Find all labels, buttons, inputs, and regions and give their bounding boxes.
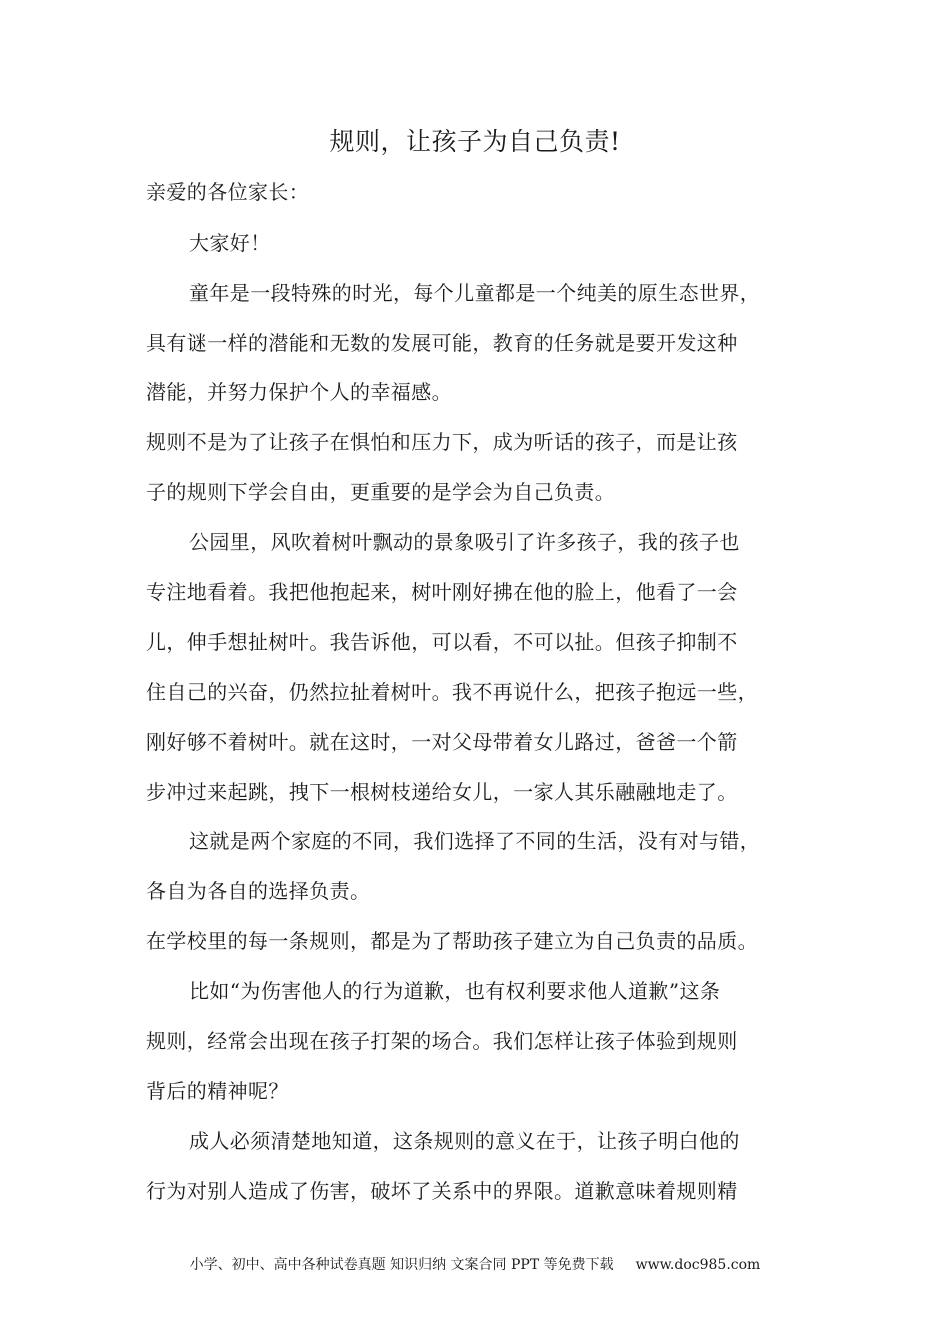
footer-link[interactable]: www.doc985.com <box>635 1257 761 1273</box>
paragraph-line: 这就是两个家庭的不同，我们选择了不同的生活，没有对与错， <box>189 829 761 853</box>
paragraph-line: 潜能，并努力保护个人的幸福感。 <box>146 380 452 404</box>
paragraph-line: 刚好够不着树叶。就在这时，一对父母带着女儿路过，爸爸一个箭 <box>146 730 738 754</box>
paragraph-line: 规则，经常会出现在孩子打架的场合。我们怎样让孩子体验到规则 <box>146 1029 738 1053</box>
paragraph-line: 各自为各自的选择负责。 <box>146 879 371 903</box>
paragraph-line: 公园里，风吹着树叶飘动的景象吸引了许多孩子，我的孩子也 <box>189 530 740 554</box>
paragraph-line: 住自己的兴奋，仍然拉扯着树叶。我不再说什么，把孩子抱远一些， <box>146 680 758 704</box>
paragraph-line: 具有谜一样的潜能和无数的发展可能，教育的任务就是要开发这种 <box>146 331 738 355</box>
paragraph-line: 专注地看着。我把他抱起来，树叶刚好拂在他的脸上，他看了一会 <box>146 580 738 604</box>
paragraph-line: 行为对别人造成了伤害，破坏了关系中的界限。道歉意味着规则精 <box>146 1179 738 1203</box>
paragraph-line: 背后的精神呢？ <box>146 1079 289 1103</box>
paragraph-line: 比如“为伤害他人的行为道歉，也有权利要求他人道歉”这条 <box>189 979 721 1003</box>
salutation: 亲爱的各位家长： <box>146 180 310 204</box>
paragraph-line: 步冲过来起跳，拽下一根树枝递给女儿，一家人其乐融融地走了。 <box>146 780 738 804</box>
paragraph-line: 儿，伸手想扯树叶。我告诉他，可以看，不可以扯。但孩子抑制不 <box>146 630 738 654</box>
greeting: 大家好！ <box>189 231 271 255</box>
paragraph-line: 成人必须清楚地知道，这条规则的意义在于，让孩子明白他的 <box>189 1129 740 1153</box>
document-title: 规则，让孩子为自己负责! <box>329 127 621 156</box>
footer-text: 小学、初中、高中各种试卷真题 知识归纳 文案合同 PPT 等免费下载 <box>189 1257 614 1273</box>
paragraph-line: 子的规则下学会自由，更重要的是学会为自己负责。 <box>146 480 616 504</box>
page-footer <box>0 1253 950 1277</box>
paragraph-line: 规则不是为了让孩子在惧怕和压力下，成为听话的孩子，而是让孩 <box>146 430 738 454</box>
paragraph-line: 在学校里的每一条规则，都是为了帮助孩子建立为自己负责的品质。 <box>146 929 758 953</box>
paragraph-line: 童年是一段特殊的时光，每个儿童都是一个纯美的原生态世界， <box>189 281 761 305</box>
